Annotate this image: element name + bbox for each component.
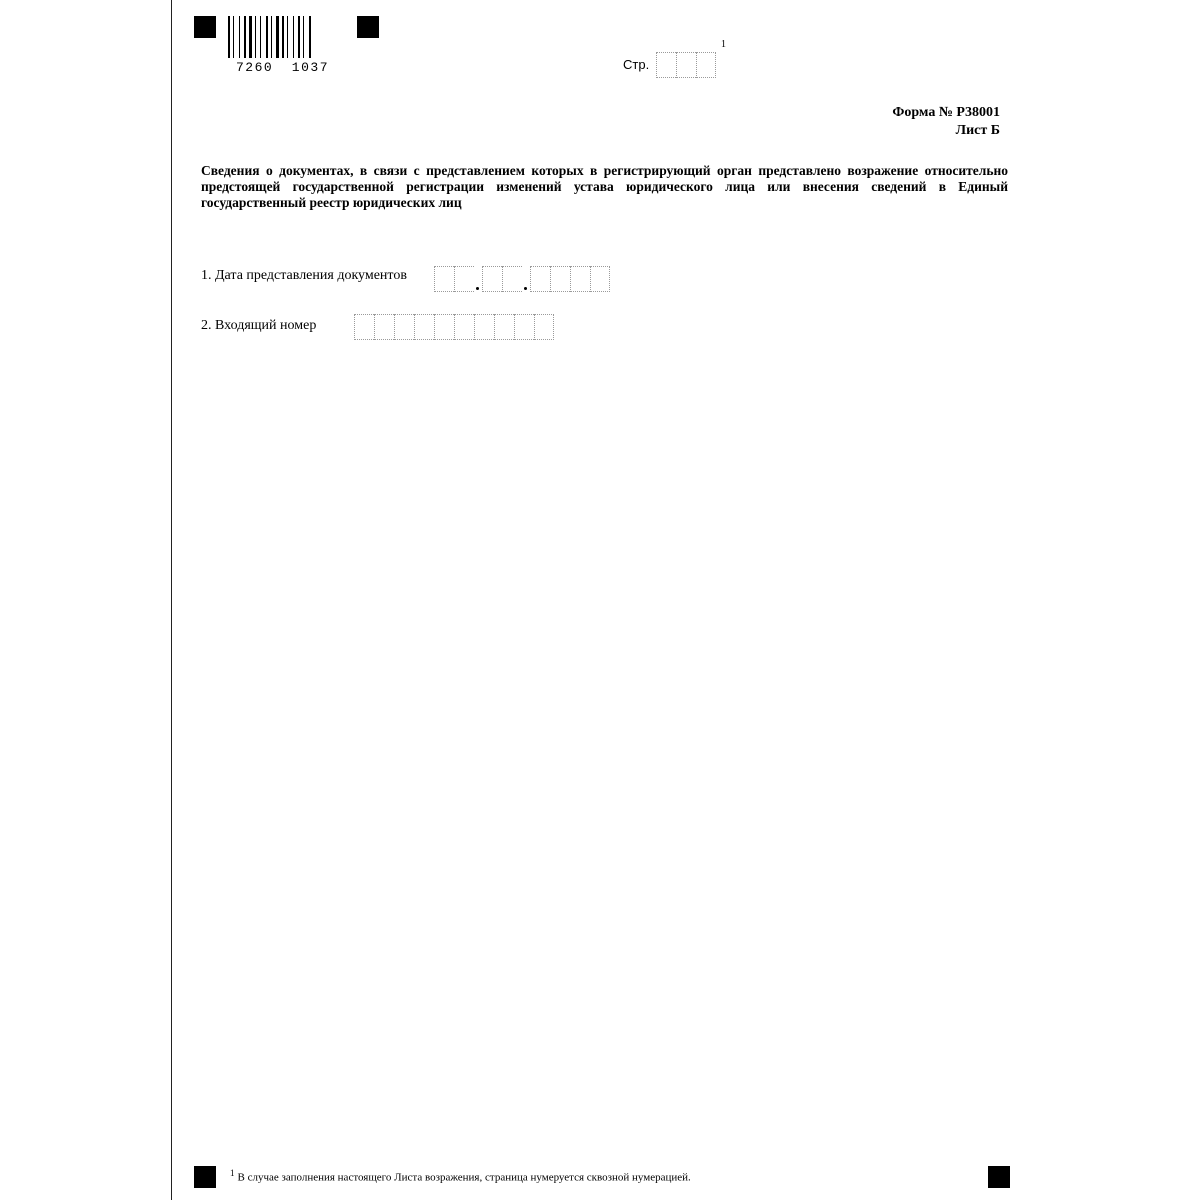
number-digit-cell[interactable] [374,314,394,340]
footnote-ref: 1 [230,1168,235,1178]
incoming-number-cells[interactable] [354,314,554,340]
barcode-number: 7260 1037 [236,60,330,75]
page-number-cells[interactable] [656,52,716,78]
date-digit-cell[interactable] [530,266,550,292]
number-digit-cell[interactable] [434,314,454,340]
page-digit-cell[interactable] [676,52,696,78]
date-digit-cell[interactable] [434,266,454,292]
date-input-cells[interactable] [434,266,610,292]
number-digit-cell[interactable] [394,314,414,340]
page-digit-cell[interactable] [656,52,676,78]
number-digit-cell[interactable] [414,314,434,340]
date-digit-cell[interactable] [482,266,502,292]
number-digit-cell[interactable] [494,314,514,340]
corner-marker-top-right [357,16,379,38]
corner-marker-top-left [194,16,216,38]
page-edge-line [171,0,172,1200]
footnote [230,1168,691,1184]
field-label-incoming-number: 2. Входящий номер [201,318,317,333]
date-digit-cell[interactable] [590,266,610,292]
page-footnote-ref: 1 [721,39,726,50]
footnote-text: В случае заполнения настоящего Листа возражения, страница нумеруется сквозной нумерацией. [237,1171,691,1184]
corner-marker-bottom-left [194,1166,216,1188]
number-digit-cell[interactable] [454,314,474,340]
date-separator-dot [474,266,482,292]
number-digit-cell[interactable] [354,314,374,340]
number-digit-cell[interactable] [474,314,494,340]
date-digit-cell[interactable] [570,266,590,292]
date-digit-cell[interactable] [550,266,570,292]
page-digit-cell[interactable] [696,52,716,78]
barcode-image [228,16,340,58]
date-digit-cell[interactable] [454,266,474,292]
sheet-label: Лист Б [955,123,1000,138]
section-heading: Сведения о документах, в связи с представлением которых в регистрирующий орган представлено возражение относительно предстоящей государственной регистрации изменений устава юридического лица или внесения сведений в Единый государственный реестр юридических лиц [201,163,1008,210]
number-digit-cell[interactable] [534,314,554,340]
date-separator-dot [522,266,530,292]
page-number-label: Стр. [623,57,650,72]
form-identifier [892,104,1000,140]
number-digit-cell[interactable] [514,314,534,340]
form-number: Форма № Р38001 [892,105,1000,120]
field-label-date: 1. Дата представления документов [201,268,407,283]
corner-marker-bottom-right [988,1166,1010,1188]
date-digit-cell[interactable] [502,266,522,292]
